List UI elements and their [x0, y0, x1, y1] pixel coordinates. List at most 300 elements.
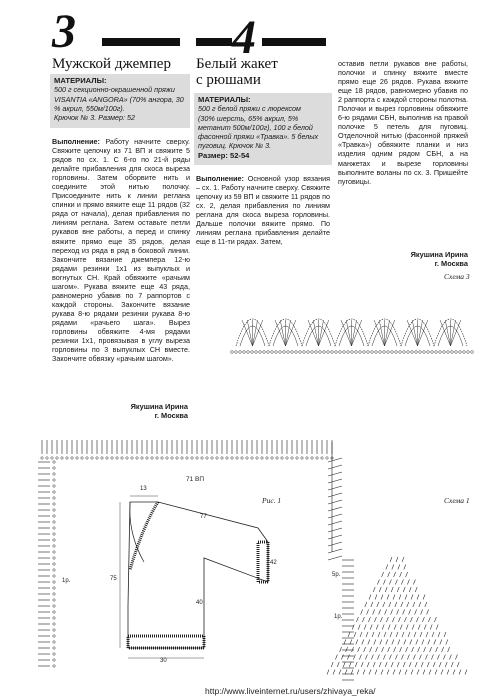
chain-stitch — [379, 351, 382, 354]
chain-stitch — [327, 351, 330, 354]
fan-stitch — [403, 662, 405, 667]
fan-stitch — [432, 632, 434, 637]
stitch-stroke — [253, 320, 263, 346]
fan-stitch — [397, 662, 399, 667]
fan-stitch — [368, 640, 370, 645]
fan-stitch — [400, 647, 402, 652]
stitch-stroke — [275, 320, 286, 346]
fan-stitch — [391, 587, 393, 592]
pattern-number-3: 3 — [52, 5, 76, 58]
chain-stitch — [399, 351, 402, 354]
chain-stitch — [271, 351, 274, 354]
top-chain-stitch — [86, 457, 88, 459]
left-chain-stitch — [53, 575, 55, 577]
raglan-stitch — [328, 521, 342, 525]
left-chain-stitch — [53, 653, 55, 655]
chain-stitch — [279, 351, 282, 354]
raglan-stitch — [328, 500, 342, 504]
top-chain-stitch — [221, 457, 223, 459]
left-chain-stitch — [53, 539, 55, 541]
stitch-stroke — [451, 320, 456, 346]
chain-stitch — [315, 351, 318, 354]
fan-stitch — [412, 647, 414, 652]
stitch-stroke — [247, 320, 252, 346]
fan-stitch — [403, 610, 405, 615]
fan-stitch — [411, 670, 413, 675]
fan-stitch — [401, 580, 403, 585]
fan-stitch — [418, 647, 420, 652]
stitch-stroke — [385, 320, 390, 346]
top-chain-stitch — [176, 457, 178, 459]
fan-stitch — [369, 595, 371, 600]
fan-stitch — [400, 625, 402, 630]
middle-materials-box — [194, 93, 332, 165]
top-chain-stitch — [241, 457, 243, 459]
stitch-stroke — [418, 320, 423, 346]
fan-stitch — [422, 617, 424, 622]
left-title: Мужской джемпер — [52, 56, 171, 72]
left-chain-stitch — [53, 641, 55, 643]
middle-materials-heading: МАТЕРИАЛЫ: — [198, 95, 251, 104]
left-chain-stitch — [53, 503, 55, 505]
fan-stitch — [399, 595, 401, 600]
fan-stitch — [352, 625, 354, 630]
fan-stitch — [348, 632, 350, 637]
stitch-stroke — [346, 320, 351, 346]
fan-stitch — [434, 640, 436, 645]
chain-stitch — [259, 351, 262, 354]
stitch-stroke — [286, 320, 291, 346]
fan-stitch — [413, 580, 415, 585]
fan-stitch — [398, 565, 400, 570]
chain-stitch — [391, 351, 394, 354]
middle-materials-line-2: (30% шерсть, 65% акрил, 5% метанит 500м/100г), 100 г белой — [198, 113, 313, 132]
fan-stitch — [381, 670, 383, 675]
fan-stitch — [357, 670, 359, 675]
chain-stitch — [415, 351, 418, 354]
left-chain-stitch — [53, 461, 55, 463]
chain-stitch — [363, 351, 366, 354]
top-chain-stitch — [166, 457, 168, 459]
fan-stitch — [358, 625, 360, 630]
top-chain-stitch — [101, 457, 103, 459]
raglan-stitch — [328, 514, 342, 518]
raglan-stitch — [328, 465, 342, 469]
left-chain-stitch — [53, 629, 55, 631]
fan-stitch — [365, 602, 367, 607]
top-chain-stitch — [251, 457, 253, 459]
fan-stitch — [455, 655, 457, 660]
chain-stitch — [411, 351, 414, 354]
fan-stitch — [453, 670, 455, 675]
stitch-stroke — [352, 320, 362, 346]
chain-stitch — [403, 351, 406, 354]
chain-stitch — [459, 351, 462, 354]
fan-stitch — [439, 662, 441, 667]
top-chain-stitch — [206, 457, 208, 459]
fan-stitch — [359, 655, 361, 660]
fan-stitch — [373, 587, 375, 592]
fan-stitch — [395, 580, 397, 585]
fan-stitch — [407, 580, 409, 585]
fan-stitch — [412, 625, 414, 630]
fan-stitch — [404, 565, 406, 570]
top-chain-stitch — [306, 457, 308, 459]
fan-stitch — [343, 662, 345, 667]
left-chain-stitch — [53, 485, 55, 487]
fan-stitch — [333, 670, 335, 675]
fan-stitch — [349, 662, 351, 667]
fan-stitch — [394, 572, 396, 577]
fan-stitch — [427, 610, 429, 615]
fan-stitch — [368, 617, 370, 622]
top-chain-stitch — [261, 457, 263, 459]
dim-75: 75 — [110, 576, 117, 582]
left-chain-stitch — [53, 593, 55, 595]
dim-30: 30 — [160, 658, 167, 664]
chain-stitch — [467, 351, 470, 354]
fan-stitch — [419, 655, 421, 660]
fan-stitch — [429, 670, 431, 675]
chain-stitch — [395, 351, 398, 354]
fan-stitch — [449, 655, 451, 660]
chain-stitch — [427, 351, 430, 354]
chain-stitch — [371, 351, 374, 354]
fan-stitch — [367, 662, 369, 667]
left-chain-stitch — [53, 467, 55, 469]
left-author — [90, 402, 188, 420]
fan-stitch — [365, 655, 367, 660]
top-chain-stitch — [291, 457, 293, 459]
top-chain-stitch — [56, 457, 58, 459]
top-chain-stitch — [181, 457, 183, 459]
dim-77: 77 — [200, 514, 207, 520]
middle-body: Основной узор вязания – сх. 1. Работу начните сверху. Свяжите цепочку из 59 ВП и свяжите 11 рядов по сх. 2, делая прибавления по линиям реглана для скоса выреза горловины. Дальше полочки вяжите прямо. По линиям реглана прибавления делайте еще в 11-ти рядах. Затем, — [196, 174, 331, 247]
left-chain-stitch — [53, 491, 55, 493]
fan-stitch — [425, 655, 427, 660]
fan-stitch — [389, 602, 391, 607]
chain-stitch — [251, 351, 254, 354]
chain-stitch — [347, 351, 350, 354]
raglan-stitch — [328, 542, 342, 546]
left-chain-stitch — [53, 473, 55, 475]
fan-stitch — [374, 640, 376, 645]
dim-40: 40 — [196, 600, 203, 606]
left-body-lead: Выполнение: — [52, 137, 100, 146]
fan-stitch — [448, 647, 450, 652]
fan-stitch — [379, 662, 381, 667]
stitch-stroke — [341, 320, 352, 346]
row-label-5: 5р. — [332, 572, 341, 578]
fan-stitch — [352, 647, 354, 652]
top-chain-stitch — [316, 457, 318, 459]
left-chain-stitch — [53, 647, 55, 649]
fan-stitch — [335, 655, 337, 660]
top-chain-stitch — [66, 457, 68, 459]
fan-stitch — [404, 617, 406, 622]
fan-stitch — [424, 647, 426, 652]
fan-stitch — [399, 670, 401, 675]
chain-stitch — [443, 351, 446, 354]
fan-stitch — [390, 557, 392, 562]
fan-stitch — [388, 647, 390, 652]
fan-stitch — [362, 617, 364, 622]
chain-stitch — [439, 351, 442, 354]
fan-stitch — [331, 662, 333, 667]
stitch-stroke — [407, 320, 418, 346]
left-materials-line-1: 500 г секционно-окрашенной пряжи — [54, 85, 175, 95]
fan-stitch — [415, 587, 417, 592]
fan-stitch — [402, 557, 404, 562]
fan-stitch — [405, 595, 407, 600]
fan-stitch — [407, 602, 409, 607]
top-chain-stitch — [216, 457, 218, 459]
fan-stitch — [415, 610, 417, 615]
left-materials-line-2: VISANTIA «ANGORA» (70% ангора, 30 % акрил, 550м/100г). — [54, 94, 184, 113]
figure-1-label: Рис. 1 — [262, 496, 282, 505]
fan-stitch — [405, 670, 407, 675]
schema-3-chart — [230, 288, 476, 360]
raglan-stitch — [328, 507, 342, 511]
fan-stitch — [406, 625, 408, 630]
fan-stitch — [367, 610, 369, 615]
stitch-stroke — [385, 320, 395, 346]
chain-stitch — [471, 351, 474, 354]
fan-stitch — [373, 610, 375, 615]
fan-stitch — [407, 655, 409, 660]
left-body-text — [52, 137, 190, 363]
fan-stitch — [380, 617, 382, 622]
chain-stitch — [339, 351, 342, 354]
left-chain-stitch — [53, 599, 55, 601]
fan-stitch — [410, 640, 412, 645]
fan-stitch — [430, 625, 432, 630]
fan-stitch — [379, 587, 381, 592]
fan-stitch — [393, 670, 395, 675]
left-body: Работу начните сверху. Свяжите цепочку из 71 ВП и свяжите 5 рядов по сх. 1. С 6-го по 21-й ряды делайте прибавления для скоса выреза горловины. Затем оборвите нить и соедините этой нитью полочку. Присоедините нить к линии реглана спинки и прямо вяжите еще 11 рядов (32 ряда от начала), делая прибавления по линиям реглана. Затем оставьте петли рукавов вне работы, а перед и спинку вяжите прямо еще 35 рядов, делая переход из ряда в ряд в боковой линии. Закончите вязание джемпера 12-ю рядами резинки 1х1 из выпуклых и вогнутых СН. Край обвяжите «рачьим шагом». Рукава вяжите еще 43 ряда, равномерно убавив по 7 раппортов с каждой стороны. Закончите вязание рукава 8-ю рядами резинки рукава 8-ю рядами «рачьего шага». Вырез горловины обвяжите 4-мя рядами резинки 1х1, провязывая в углу выреза горловины по 3 выпуклых СН вместе. Закончите обвязку «рачьим шагом». — [52, 137, 190, 364]
fan-stitch — [340, 647, 342, 652]
chain-stitch — [335, 351, 338, 354]
fan-stitch — [386, 617, 388, 622]
fan-stitch — [385, 587, 387, 592]
top-chain-stitch — [281, 457, 283, 459]
chain-stitch — [263, 351, 266, 354]
fan-stitch — [366, 632, 368, 637]
left-chain-stitch — [53, 635, 55, 637]
top-chain-stitch — [271, 457, 273, 459]
header-bar-mid-right — [262, 38, 326, 46]
top-chain-stitch — [311, 457, 313, 459]
fan-stitch — [404, 640, 406, 645]
fan-stitch — [381, 595, 383, 600]
chain-stitch — [383, 351, 386, 354]
schema-1-label: Схема 1 — [444, 496, 470, 505]
fan-stitch — [398, 640, 400, 645]
chain-stitch — [311, 351, 314, 354]
top-chain-stitch — [286, 457, 288, 459]
fan-stitch — [355, 662, 357, 667]
fan-stitch — [397, 610, 399, 615]
stitch-stroke — [379, 320, 384, 346]
middle-materials-line-1: 500 г белой пряжи с люрексом — [198, 104, 301, 114]
raglan-stitch — [328, 528, 342, 532]
fan-stitch — [435, 670, 437, 675]
right-body: оставив петли рукавов вне работы, полочки и спинку вяжите вместе прямо еще 26 рядов. Рукава вяжите еще 18 рядов, равномерно убавив по 2 раппорта с каждой стороны полотна. Полочки и вырез горловины обвяжите 6-ю рядами СБН, выполнив на правой полочке 5 петель для пуговиц. Отделочной нитью (фасонной пряжей «Травка») обвяжите планки и низ изделия одним рядом СБН, а на манжетах и вырезе горловины выполните воланы по сх. 3. Пришейте пуговицы. — [338, 59, 468, 186]
left-materials-line-3: Крючок № 3. Размер: 52 — [54, 113, 135, 123]
fan-stitch — [409, 662, 411, 667]
chain-stitch — [387, 351, 390, 354]
source-url: http://www.liveinternet.ru/users/zhivaya_reka/ — [205, 686, 376, 696]
left-chain-stitch — [53, 659, 55, 661]
fan-stitch — [445, 662, 447, 667]
fan-stitch — [418, 625, 420, 630]
fan-stitch — [364, 647, 366, 652]
fan-stitch — [379, 610, 381, 615]
fan-stitch — [341, 655, 343, 660]
fan-stitch — [385, 610, 387, 615]
top-chain-stitch — [146, 457, 148, 459]
top-chain-stitch — [301, 457, 303, 459]
row-label-1b: 1р. — [334, 614, 343, 620]
left-chain-stitch — [53, 551, 55, 553]
chain-stitch — [447, 351, 450, 354]
fan-stitch — [387, 595, 389, 600]
top-chain-stitch — [196, 457, 198, 459]
fan-stitch — [388, 625, 390, 630]
fan-stitch — [371, 602, 373, 607]
fan-stitch — [440, 640, 442, 645]
chain-stitch — [451, 351, 454, 354]
pattern-number-4: 4 — [232, 11, 256, 64]
fan-stitch — [384, 632, 386, 637]
fan-stitch — [354, 632, 356, 637]
fan-stitch — [423, 595, 425, 600]
top-chain-stitch — [96, 457, 98, 459]
fan-stitch — [391, 662, 393, 667]
fan-stitch — [408, 632, 410, 637]
row-label-1: 1р. — [62, 578, 71, 584]
top-chain-stitch — [296, 457, 298, 459]
chain-stitch — [243, 351, 246, 354]
left-chain-stitch — [53, 521, 55, 523]
left-materials-box — [50, 74, 190, 128]
fan-stitch — [383, 602, 385, 607]
right-author — [370, 250, 468, 268]
middle-title-line-2: с рюшами — [196, 72, 261, 88]
fan-stitch — [391, 610, 393, 615]
fan-stitch — [402, 632, 404, 637]
chain-stitch — [455, 351, 458, 354]
chain-stitch — [307, 351, 310, 354]
top-chain-stitch — [116, 457, 118, 459]
fan-stitch — [436, 647, 438, 652]
fan-stitch — [401, 655, 403, 660]
fan-stitch — [409, 610, 411, 615]
left-chain-stitch — [53, 623, 55, 625]
stitch-stroke — [440, 320, 451, 346]
top-chain-stitch — [71, 457, 73, 459]
chain-stitch — [299, 351, 302, 354]
middle-body-text — [196, 174, 330, 246]
chain-stitch — [431, 351, 434, 354]
fan-stitch — [428, 640, 430, 645]
stitch-stroke — [374, 320, 385, 346]
left-chain-stitch — [53, 611, 55, 613]
left-chain-stitch — [53, 509, 55, 511]
fan-stitch — [444, 632, 446, 637]
fan-stitch — [406, 647, 408, 652]
fan-stitch — [442, 647, 444, 652]
stitch-stroke — [412, 320, 417, 346]
chain-stitch — [407, 351, 410, 354]
left-chain-stitch — [53, 581, 55, 583]
fan-stitch — [370, 625, 372, 630]
fan-stitch — [421, 610, 423, 615]
top-chain-stitch — [191, 457, 193, 459]
fan-stitch — [413, 602, 415, 607]
fan-stitch — [369, 670, 371, 675]
fan-stitch — [347, 655, 349, 660]
fan-stitch — [416, 640, 418, 645]
chain-stitch — [287, 351, 290, 354]
fan-stitch — [416, 617, 418, 622]
chain-stitch — [291, 351, 294, 354]
top-chain-stitch — [61, 457, 63, 459]
fan-stitch — [465, 670, 467, 675]
fan-stitch — [356, 617, 358, 622]
header-bar-mid-left — [196, 38, 232, 46]
fan-stitch — [337, 662, 339, 667]
chain-stitch — [423, 351, 426, 354]
top-chain-stitch — [51, 457, 53, 459]
chain-stitch — [275, 351, 278, 354]
chain-stitch — [435, 351, 438, 354]
fan-stitch — [346, 647, 348, 652]
chain-stitch — [419, 351, 422, 354]
fan-stitch — [419, 602, 421, 607]
fan-stitch — [362, 640, 364, 645]
raglan-stitch — [328, 549, 342, 553]
fan-stitch — [372, 632, 374, 637]
fan-stitch — [433, 662, 435, 667]
top-chain-stitch — [141, 457, 143, 459]
fan-stitch — [383, 655, 385, 660]
fan-stitch — [394, 647, 396, 652]
fan-stitch — [397, 587, 399, 592]
top-chain-stitch — [111, 457, 113, 459]
fan-stitch — [423, 670, 425, 675]
middle-title-line-1: Белый жакет — [196, 56, 278, 72]
top-chain-stitch — [231, 457, 233, 459]
top-chain-stitch — [171, 457, 173, 459]
left-chain-stitch — [53, 533, 55, 535]
chain-stitch — [267, 351, 270, 354]
dim-13: 13 — [140, 486, 147, 492]
fan-stitch — [446, 640, 448, 645]
fan-stitch — [360, 632, 362, 637]
fan-stitch — [356, 640, 358, 645]
fan-stitch — [438, 632, 440, 637]
fan-stitch — [382, 625, 384, 630]
left-chain-stitch — [53, 557, 55, 559]
chain-stitch — [355, 351, 358, 354]
fan-stitch — [424, 625, 426, 630]
fan-stitch — [392, 565, 394, 570]
fan-stitch — [388, 572, 390, 577]
top-chain-stitch — [76, 457, 78, 459]
fan-stitch — [447, 670, 449, 675]
fan-stitch — [394, 625, 396, 630]
